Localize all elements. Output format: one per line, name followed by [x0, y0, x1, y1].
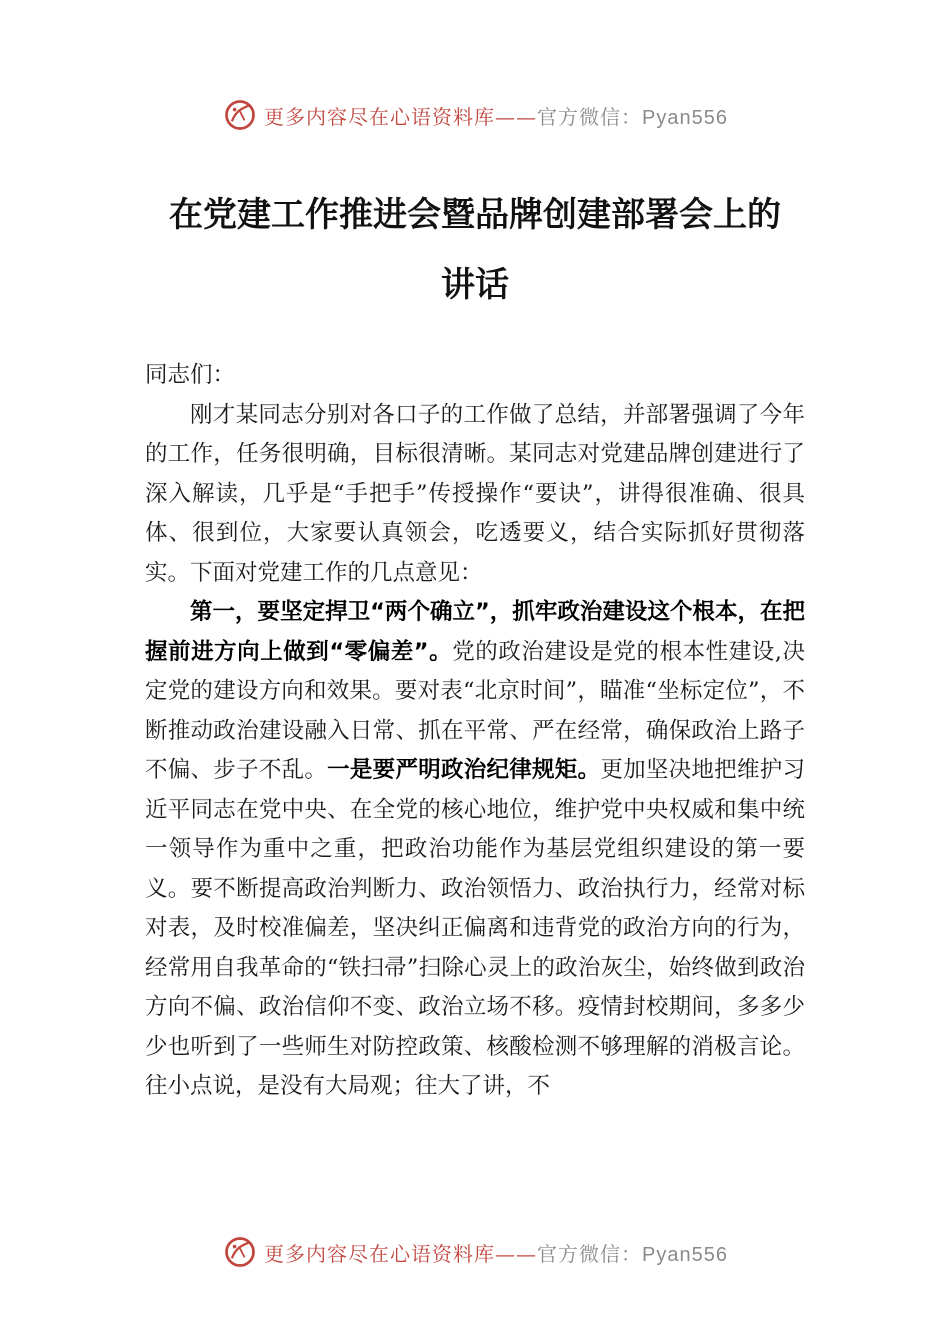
logo-icon: [222, 97, 258, 133]
watermark-text: 更多内容尽在心语资料库——官方微信：Pyan556: [264, 1241, 728, 1266]
paragraph-2: [145, 593, 805, 1107]
document-title: [110, 180, 840, 320]
watermark-text: 更多内容尽在心语资料库——官方微信：Pyan556: [264, 104, 728, 129]
footer-watermark: [0, 1232, 950, 1272]
logo-icon: [222, 1234, 258, 1270]
sub-heading: 一是要严明政治纪律规矩。: [327, 757, 601, 783]
title-line-2: 讲话: [441, 265, 509, 305]
salutation: 同志们：: [145, 362, 236, 388]
paragraph-1: 刚才某同志分别对各口子的工作做了总结，并部署强调了今年的工作，任务很明确，目标很清晰。某同志对党建品牌创建进行了深入解读，几乎是“手把手”传授操作“要诀”，讲得很准确、很具体、很到位，大家要认真领会，吃透要义，结合实际抓好贯彻落实。下面对党建工作的几点意见：: [145, 401, 805, 586]
header-watermark: [0, 95, 950, 135]
title-line-1: 在党建工作推进会暨品牌创建部署会上的: [169, 195, 781, 235]
paragraph-2-text-2: 更加坚决地把维护习近平同志在党中央、在全党的核心地位，维护党中央权威和集中统一领导作为重中之重，把政治功能作为基层党组织建设的第一要义。要不断提高政治判断力、政治领悟力、政治执行力，经常对标对表，及时校准偏差，坚决纠正偏离和违背党的政治方向的行为，经常用自我革命的“铁扫帚”扫除心灵上的政治灰尘，始终做到政治方向不偏、政治信仰不变、政治立场不移。疫情封校期间，多多少少也听到了一些师生对防控政策、核酸检测不够理解的消极言论。往小点说，是没有大局观；往大了讲，不: [145, 757, 805, 1099]
document-body: [145, 356, 805, 1107]
paragraph-2-text-1: 党的政治建设是党的根本性建设,决定党的建设方向和效果。要对表“北京时间”，瞄准“坐标定位”，不断推动政治建设融入日常、抓在平常、严在经常，确保政治上路子不偏、步子不乱。: [145, 638, 805, 783]
section-heading: 第一，要坚定捍卫“两个确立”，抓牢政治建设这个根本，在把握前进方向上做到“零偏差”。: [145, 599, 805, 665]
